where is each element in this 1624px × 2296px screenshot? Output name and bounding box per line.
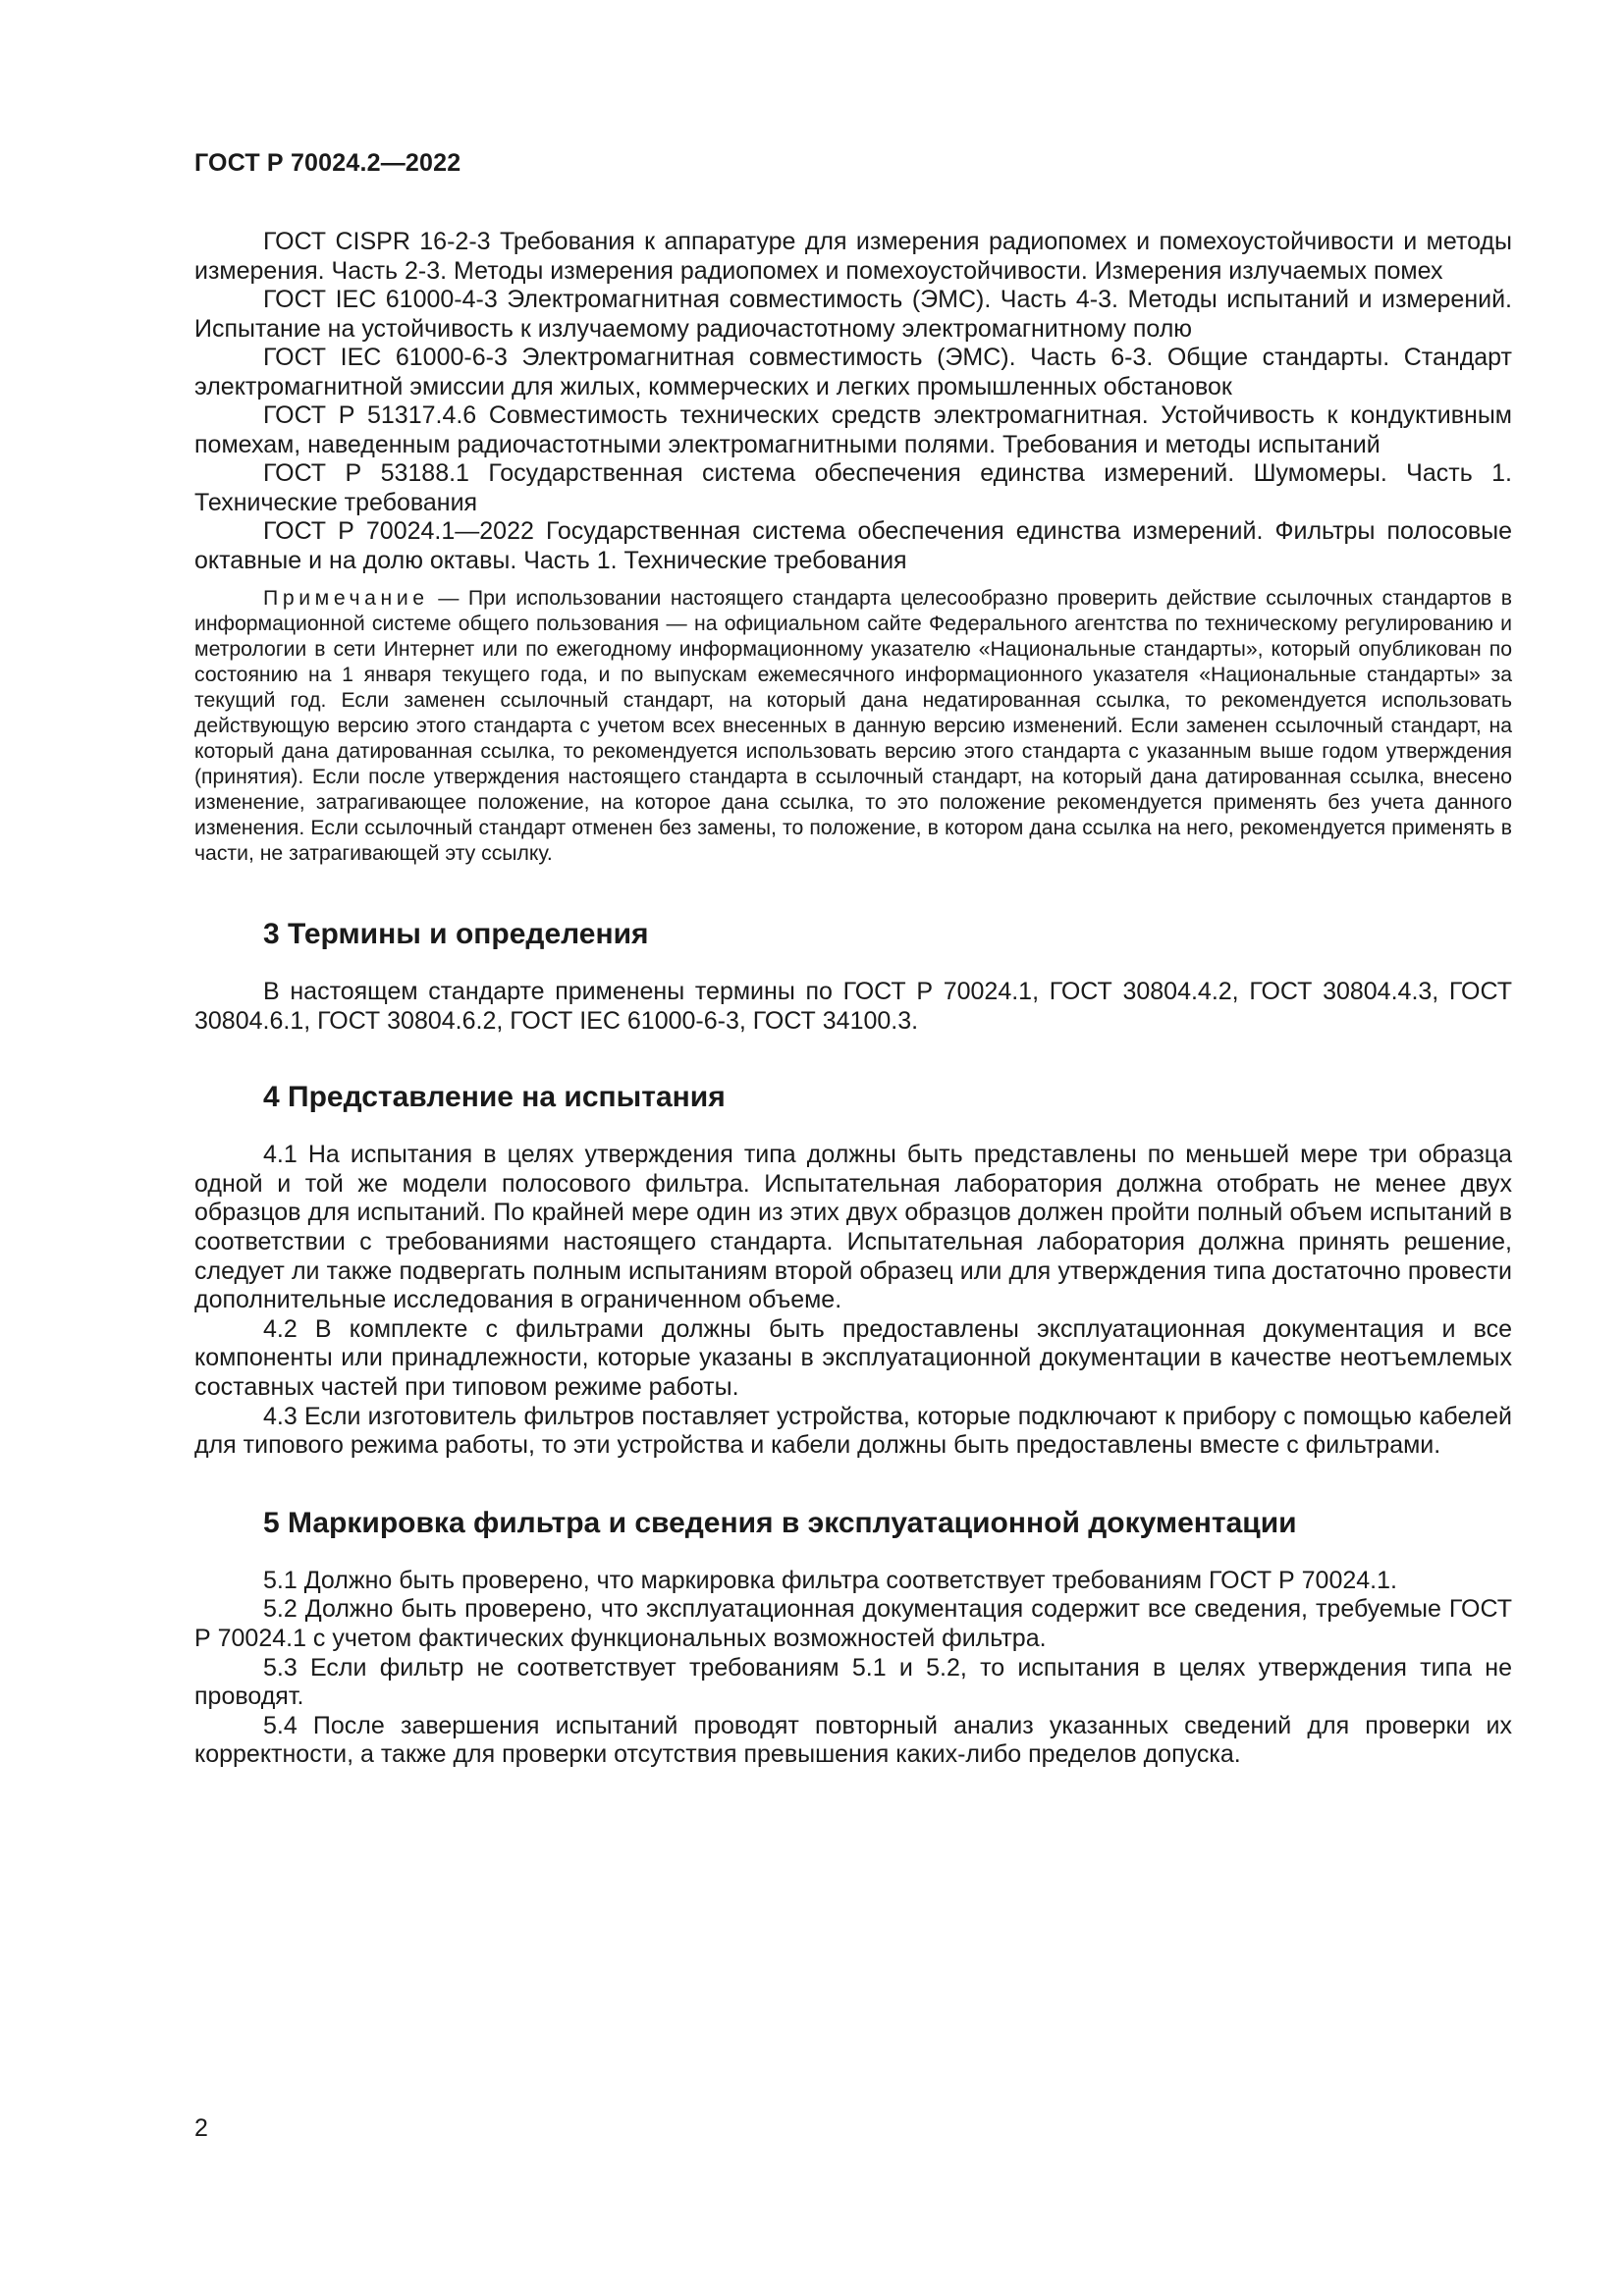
note-text: — При использовании настоящего стандарта целесообразно проверить действие ссылочных стандартов в информационной системе общего пользования — на официальном сайте Федерального агентства по техническому регулированию и метрологии в сети Интернет или по ежегодному информационному указателю «Национальные стандарты», который опубликован по состоянию на 1 января текущего года, и по выпускам ежемесячного информационного указателя «Национальные стандарты» за текущий год. Если заменен ссылочный стандарт, на который дана недатированная ссылка, то рекомендуется использовать действующую версию этого стандарта с учетом всех внесенных в данную версию изменений. Если заменен ссылочный стандарт, на который дана датированная ссылка, то рекомендуется использовать версию этого стандарта с указанным выше годом утверждения (принятия). Если после утверждения настоящего стандарта в ссылочный стандарт, на который дана датированная ссылка, внесено изменение, затрагивающее положение, на которое дана ссылка, то это положение рекомендуется применять без учета данного изменения. Если ссылочный стандарт отменен без замены, то положение, в котором дана ссылка на него, рекомендуется применять в части, не затрагивающей эту ссылку. xyxy=(194,587,1512,865)
section-3-title: 3 Термины и определения xyxy=(263,918,649,950)
section-5-body xyxy=(194,1567,1512,1770)
reference-item: ГОСТ Р 70024.1—2022 Государственная система обеспечения единства измерений. Фильтры полосовые октавные и на долю октавы. Часть 1. Технические требования xyxy=(194,517,1512,574)
page-number: 2 xyxy=(194,2114,208,2142)
section-3-body xyxy=(194,978,1512,1036)
page-content xyxy=(194,228,1512,1770)
section-paragraph: 5.3 Если фильтр не соответствует требованиям 5.1 и 5.2, то испытания в целях утверждения типа не проводят. xyxy=(194,1653,1512,1711)
note-block xyxy=(194,586,1512,867)
reference-item: ГОСТ IEC 61000-6-3 Электромагнитная совместимость (ЭМС). Часть 6-3. Общие стандарты. Стандарт электромагнитной эмиссии для жилых, коммерческих и легких промышленных обстановок xyxy=(194,344,1512,400)
section-paragraph: В настоящем стандарте применены термины по ГОСТ Р 70024.1, ГОСТ 30804.4.2, ГОСТ 30804.4.3, ГОСТ 30804.6.1, ГОСТ 30804.6.2, ГОСТ IEC 61000-6-3, ГОСТ 34100.3. xyxy=(194,978,1512,1035)
reference-item: ГОСТ Р 51317.4.6 Совместимость технических средств электромагнитная. Устойчивость к кондуктивным помехам, наведенным радиочастотными электромагнитными полями. Требования и методы испытаний xyxy=(194,401,1512,458)
section-5-title: 5 Маркировка фильтра и сведения в эксплуатационной документации xyxy=(263,1506,1297,1539)
document-header: ГОСТ Р 70024.2—2022 xyxy=(194,149,461,177)
reference-item: ГОСТ IEC 61000-4-3 Электромагнитная совместимость (ЭМС). Часть 4-3. Методы испытаний и измерений. Испытание на устойчивость к излучаемому радиочастотному электромагнитному полю xyxy=(194,286,1512,343)
section-4-title: 4 Представление на испытания xyxy=(263,1081,726,1114)
section-paragraph: 5.1 Должно быть проверено, что маркировка фильтра соответствует требованиям ГОСТ Р 70024.1. xyxy=(263,1566,1397,1594)
section-paragraph: 4.2 В комплекте с фильтрами должны быть предоставлены эксплуатационная документация и все компоненты или принадлежности, которые указаны в эксплуатационной документации в качестве неотъемлемых составных частей при типовом режиме работы. xyxy=(194,1314,1512,1401)
section-paragraph: 4.3 Если изготовитель фильтров поставляет устройства, которые подключают к прибору с помощью кабелей для типового режима работы, то эти устройства и кабели должны быть предоставлены вместе с фильтрами. xyxy=(194,1402,1512,1460)
reference-item: ГОСТ CISPR 16-2-3 Требования к аппаратуре для измерения радиопомех и помехоустойчивости и методы измерения. Часть 2-3. Методы измерения радиопомех и помехоустойчивости. Измерения излучаемых помех xyxy=(194,228,1512,285)
section-paragraph: 5.4 После завершения испытаний проводят повторный анализ указанных сведений для проверки их корректности, а также для проверки отсутствия превышения каких-либо пределов допуска. xyxy=(194,1711,1512,1769)
note-label: Примечание xyxy=(263,587,429,610)
section-paragraph: 4.1 На испытания в целях утверждения типа должны быть представлены по меньшей мере три образца одной и той же модели полосового фильтра. Испытательная лаборатория должна отобрать не менее двух образцов для испытаний. По крайней мере один из этих двух образцов должен пройти полный объем испытаний в соответствии с требованиями настоящего стандарта. Испытательная лаборатория должна принять решение, следует ли также подвергать полным испытаниям второй образец или для утверждения типа достаточно провести дополнительные исследования в ограниченном объеме. xyxy=(194,1141,1512,1314)
normative-references-list xyxy=(194,228,1512,575)
reference-item: ГОСТ Р 53188.1 Государственная система обеспечения единства измерений. Шумомеры. Часть 1. Технические требования xyxy=(194,459,1512,516)
section-4-body xyxy=(194,1141,1512,1461)
section-paragraph: 5.2 Должно быть проверено, что эксплуатационная документация содержит все сведения, требуемые ГОСТ Р 70024.1 с учетом фактических функциональных возможностей фильтра. xyxy=(194,1595,1512,1652)
